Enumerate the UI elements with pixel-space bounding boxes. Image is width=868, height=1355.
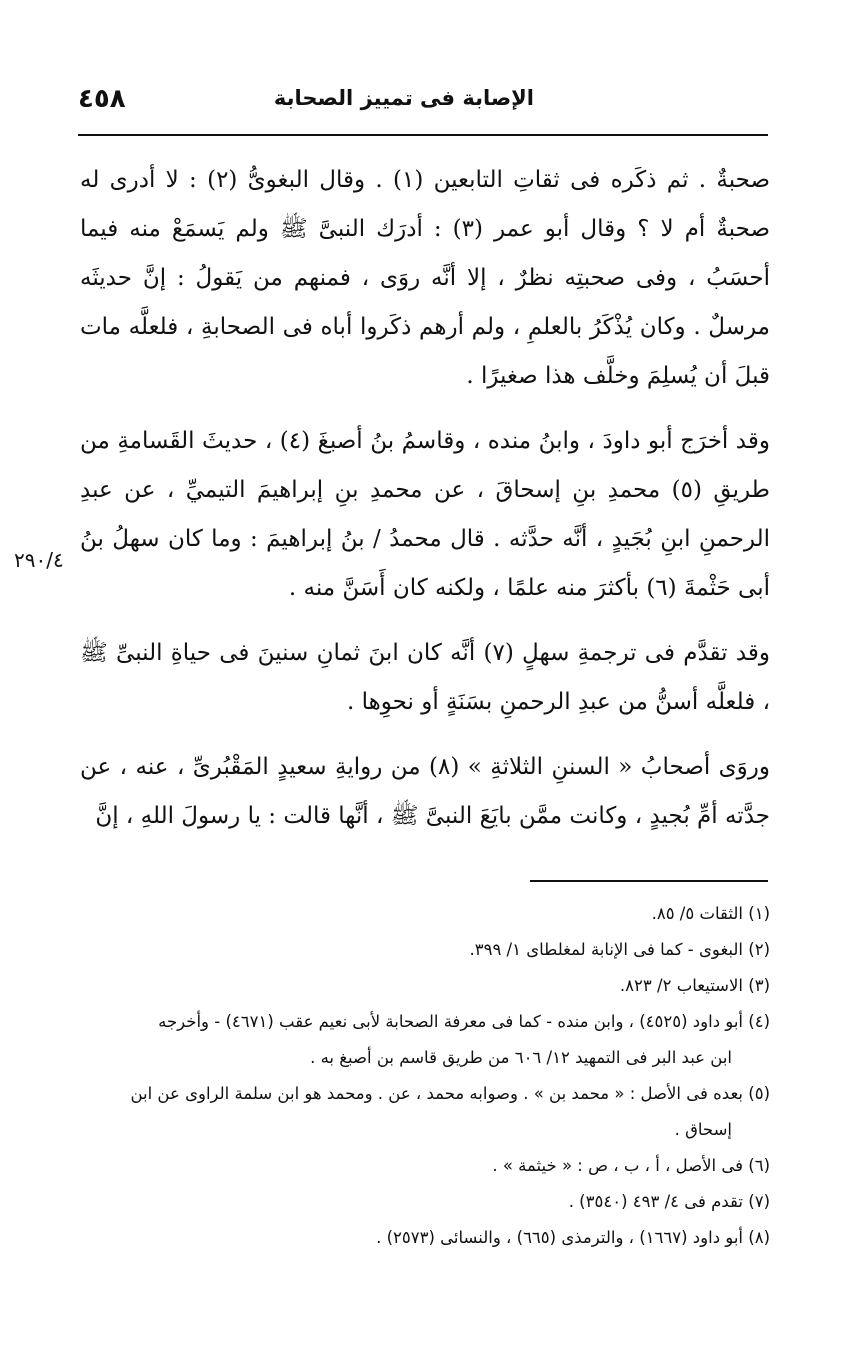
footnote-text: (٧) تقدم فى ٤/ ٤٩٣ (٣٥٤٠) .	[568, 1192, 770, 1211]
footnote-text: (٨) أبو داود (١٦٦٧) ، والترمذى (٦٦٥) ، والنسائى (٢٥٧٣) .	[376, 1228, 770, 1247]
footnote-6	[80, 1148, 770, 1184]
footnote-text: (٦) فى الأصل ، أ ، ب ، ص : « خيثمة » .	[492, 1156, 770, 1175]
footnote-3	[80, 968, 770, 1004]
footnote-text: (٣) الاستيعاب ٢/ ٨٢٣.	[619, 976, 770, 995]
footnote-text: (٤) أبو داود (٤٥٢٥) ، وابن منده - كما فى معرفة الصحابة لأبى نعيم عقب (٤٦٧١) - وأخرجه	[158, 1012, 770, 1031]
paragraph-1: صحبةٌ . ثم ذكَره فى ثقاتِ التابعين (١) . وقال البغوىُّ (٢) : لا أدرى له صحبةٌ أم لا ؟ وقال أبو عمر (٣) : أدرَك النبىَّ ﷺ ولم يَسمَعْ منه فيما أحسَبُ ، وفى صحبتِه نظرٌ ، إلا أنَّه روَى ، فمنهم من يَقولُ : إنَّ حديثَه مرسلٌ . وكان يُذْكَرُ بالعلمِ ، ولم أرهم ذكَروا أباه فى الصحابةِ ، فلعلَّه مات قبلَ أن يُسلِمَ وخلَّف هذا صغيرًا .	[80, 167, 771, 389]
paragraph-2: وقد أخرَج أبو داودَ ، وابنُ منده ، وقاسمُ بنُ أصبغَ (٤) ، حديثَ القَسامةِ من طريقِ (٥) محمدِ بنِ إسحاقَ ، عن محمدِ بنِ إبراهيمَ التيميِّ ، عن عبدِ الرحمنِ ابنِ بُجَيدٍ ، أنَّه حدَّثه . قال محمدُ / بنُ إبراهيمَ : وما كان سهلُ بنُ أبى حَثْمةَ (٦) بأكثرَ منه علمًا ، ولكنه كان أَسَنَّ منه .	[80, 428, 770, 601]
margin-reference: ٢٩٠/٤	[14, 548, 64, 572]
footnote-5	[80, 1076, 770, 1148]
footnote-text: (١) الثقات ٥/ ٨٥.	[651, 904, 770, 923]
running-title: الإصابة فى تمييز الصحابة	[273, 86, 534, 110]
footnote-1	[80, 896, 770, 932]
header-rule	[78, 134, 768, 136]
page-number: ٤٥٨	[78, 84, 126, 114]
footnotes	[80, 896, 770, 1256]
footnote-text: (٢) البغوى - كما فى الإنابة لمغلطاى ١/ ٣٩٩.	[469, 940, 770, 959]
footnote-continuation: إسحاق .	[674, 1120, 732, 1139]
footnote-4	[80, 1004, 770, 1076]
paragraph-3: وقد تقدَّم فى ترجمةِ سهلٍ (٧) أنَّه كان ابنَ ثمانِ سنينَ فى حياةِ النبىِّ ﷺ ، فلعلَّه أسنُّ من عبدِ الرحمنِ بسَنَةٍ أو نحوِها .	[80, 640, 770, 715]
paragraph-4: وروَى أصحابُ « السننِ الثلاثةِ » (٨) من روايةِ سعيدٍ المَقْبُرىِّ ، عنه ، عن جدَّته أمِّ بُجيدٍ ، وكانت ممَّن بايَعَ النبىَّ ﷺ ، أنَّها قالت : يا رسولَ اللهِ ، إنَّ	[80, 754, 770, 829]
footnote-2	[80, 932, 770, 968]
footnote-rule	[530, 880, 768, 882]
footnote-7	[80, 1184, 770, 1220]
footnote-continuation: ابن عبد البر فى التمهيد ١٢/ ٦٠٦ من طريق قاسم بن أصبغ به .	[310, 1048, 732, 1067]
footnote-8	[80, 1220, 770, 1256]
footnote-text: (٥) بعده فى الأصل : « محمد بن » . وصوابه محمد ، عن . ومحمد هو ابن سلمة الراوى عن ابن	[130, 1084, 770, 1103]
page-header	[78, 84, 764, 118]
main-text	[80, 156, 770, 841]
